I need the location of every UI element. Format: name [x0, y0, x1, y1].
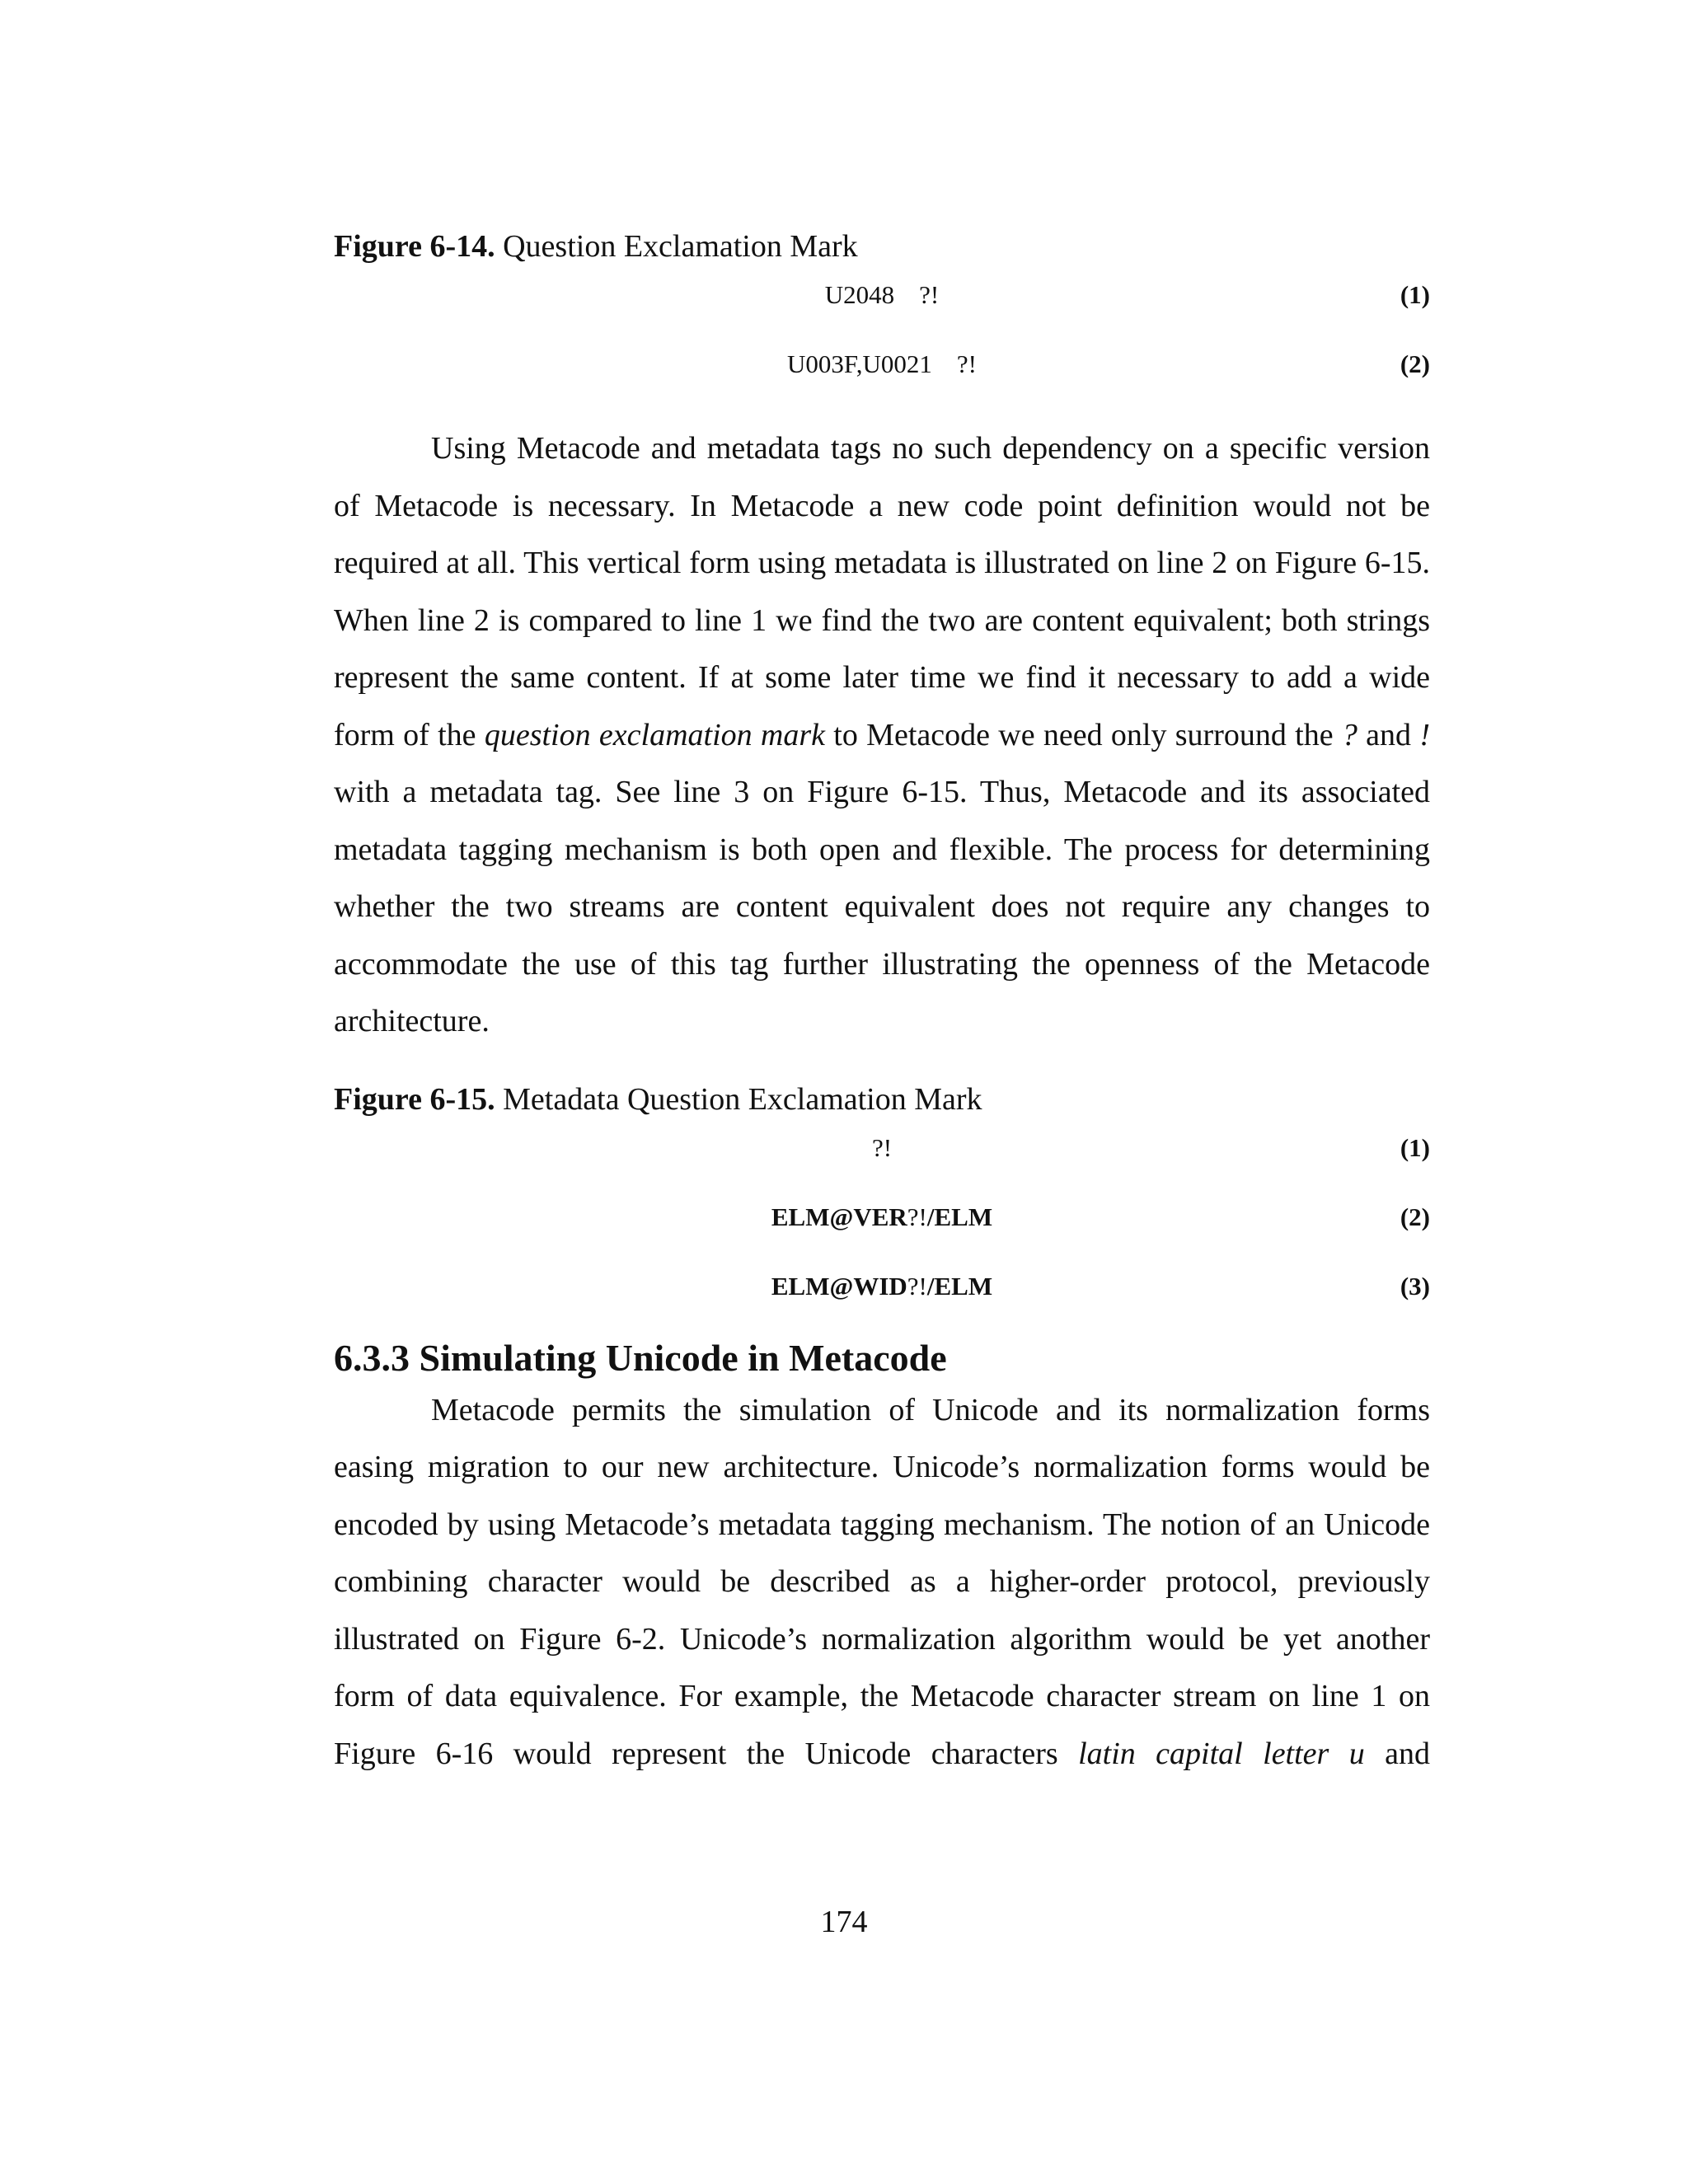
equation-line	[334, 1123, 1430, 1193]
code-point: U003F,U0021	[787, 349, 932, 378]
figure-label: Figure 6-14.	[334, 229, 495, 264]
glyph: ?!	[956, 349, 977, 378]
equation-number: (2)	[1400, 349, 1430, 378]
equation-line	[334, 1193, 1430, 1262]
glyph: ?!	[907, 1271, 927, 1301]
code-point: U2048	[824, 280, 895, 309]
glyph: ?!	[871, 1132, 893, 1162]
page-content	[334, 223, 1430, 1783]
glyph: ?!	[907, 1202, 927, 1231]
glyph: ?!	[919, 280, 940, 309]
equation-number: (1)	[1400, 280, 1430, 309]
figure-6-15-caption	[334, 1076, 1430, 1123]
equation-line	[334, 340, 1430, 409]
figure-title: Metadata Question Exclamation Mark	[503, 1081, 982, 1117]
page-number: 174	[820, 1905, 868, 1939]
metadata-tag-open: ELM@VER	[771, 1202, 907, 1231]
metadata-tag-open: ELM@WID	[771, 1271, 907, 1301]
figure-6-14-caption	[334, 223, 1430, 270]
body-paragraph: Using Metacode and metadata tags no such dependency on a specific version of Metacode is necessary. In Metacode a new code point definition would not be required at all. This vertical form using metadata is illustrated on line 2 on Figure 6-15. When line 2 is compared to line 1 we find the two are content equivalent; both strings represent the same content. If at some later time we find it necessary to add a wide form of the question exclamation mark to Metacode we need only surround the ? and ! with a metadata tag. See line 3 on Figure 6-15. Thus, Metacode and its associated metadata tagging mechanism is both open and flexible. The process for determining whether the two streams are content equivalent does not require any changes to accommodate the use of this tag further illustrating the openness of the Metacode architecture.	[334, 431, 1430, 1038]
figure-label: Figure 6-15.	[334, 1081, 495, 1117]
section-heading: 6.3.3 Simulating Unicode in Metacode	[334, 1336, 947, 1379]
figure-title: Question Exclamation Mark	[503, 229, 858, 264]
metadata-tag-close: /ELM	[926, 1271, 993, 1301]
body-paragraph: Metacode permits the simulation of Unicode and its normalization forms easing migration to our new architecture. Unicode’s normalization forms would be encoded by using Metacode’s metadata tagging mechanism. The notion of an Unicode combining character would be described as a higher-order protocol, previously illustrated on Figure 6-2. Unicode’s normalization algorithm would be yet another form of data equivalence. For example, the Metacode character stream on line 1 on Figure 6-16 would represent the Unicode characters latin capital letter u and	[334, 1392, 1431, 1771]
equation-number: (1)	[1400, 1132, 1430, 1162]
equation-number: (3)	[1400, 1271, 1430, 1301]
equation-line	[334, 1262, 1430, 1331]
equation-number: (2)	[1400, 1202, 1430, 1231]
metadata-tag-close: /ELM	[926, 1202, 993, 1231]
equation-line	[334, 270, 1430, 340]
